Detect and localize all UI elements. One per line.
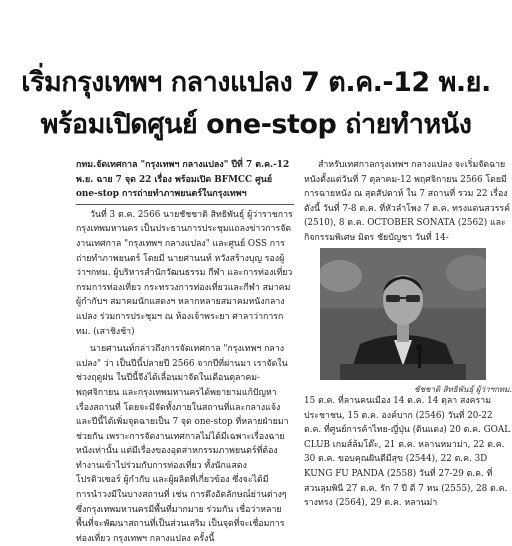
article-paragraph-2: นายศานนท์กล่าวถึงการจัดเทศกาล "กรุงเทพฯ กลางแปลง" ว่า เป็นปีนี้ปลายปี 2566 จากปีที่ผ่านมา เราจัดในช่วงฤดูฝน ในปีนี้จึงได้เลื่อนมาจัดในเดือนตุลาคม-พฤศจิกายน และกรุงเทพมหานครได้พยายามแก้ปัญหาเรื่องสถานที่ โดยจะมีจัดทั้งภายในสถานที่และกลางแจ้ง และปีนี้ได้เพิ่มจุดฉายเป็น 7 จุด one-stop ที่หลายฝ่ายมาช่วยกัน เพราะการจัดงานเทศกาลไม่ได้มีเฉพาะเรื่องฉายหนังเท่านั้น แต่มีเรื่องของอุตสาหกรรมภาพยนตร์ที่ต้องทำงานเข้าไปร่วมกับการท่องเที่ยว ทั้งนักแสดง โปรดิวเซอร์ ผู้กำกับ และผู้ผลิตที่เกี่ยวข้อง ซึ่งจะได้มีการนำวงมีในบางสถานที่ เช่น การดึงอัตลักษณ์ย่านต่างๆ ซึ่งกรุงเทพมหานครมีพื้นที่มากมาย ร่วมกัน เชื่อว่าหลายพื้นที่จะพัฒนาสถานที่เป็นส่วนเสริม เป็นจุดที่จะเชื่อมการท่องเที่ยว กรุงเทพฯ กลางแปลง ครั้งนี้ [76,344,289,544]
article-left-column [76,158,294,546]
headline-line-2: พร้อมเปิดศูนย์ one-stop ถ่ายทำหนัง [40,109,472,140]
article-right-column [304,158,512,246]
headline-line-1: เริ่มกรุงเทพฯ กลางแปลง 7 ต.ค.-12 พ.ย. [21,67,491,98]
lede-divider [76,204,294,205]
article-lede: กทม.จัดเทศกาล "กรุงเทพฯ กลางแปลง" ปีที่ 7 ต.ค.-12 พ.ย. ฉาย 7 จุด 22 เรื่อง พร้อมเปิด BFMCC ศูนย์ one-stop การถ่ายทำภาพยนตร์ในกรุงเทพฯ [76,160,290,200]
photo-caption: ชัชชาติ สิทธิพันธุ์ ผู้ว่าฯกทม. [414,385,512,394]
photo-chadchart [320,248,486,380]
article-right-column-continued [304,394,512,511]
article-paragraph-3: สำหรับเทศกาลกรุงเทพฯ กลางแปลง จะเริ่มจัดฉายหนังตั้งแต่วันที่ 7 ตุลาคม-12 พฤศจิกายน 2566 โดยมีการฉายหนัง ณ สุดสัปดาห์ ใน 7 สถานที่ รวม 22 เรื่อง ดังนี้ วันที่ 7-8 ต.ค. ที่หัวลำโพง 7 ต.ค. ทรงแดนสวรรค์ (2510), 8 ต.ค. OCTOBER SONATA (2562) และกิจกรรมพิเศษ มิตร ชัยบัญชา วันที่ 14- [304,160,511,243]
article-paragraph-1: วันที่ 3 ต.ค. 2566 นายชัชชาติ สิทธิพันธุ์ ผู้ว่าราชการกรุงเทพมหานคร เป็นประธานการประชุมแถลงข่าวการจัดงานเทศกาล "กรุงเทพฯ กลางแปลง" และศูนย์ OSS การถ่ายทำภาพยนตร์ โดยมี นายศานนท์ หวังสร้างบุญ รองผู้ว่าฯกทม. ผู้บริหารสำนักวัฒนธรรม กีฬา และการท่องเที่ยว กรมการท่องเที่ยว กระทรวงการท่องเที่ยวและกีฬา สมาคมผู้กำกับฯ สมาคมนักแสดงฯ หลากหลายสมาคมหนังกลางแปลง ร่วมการประชุมฯ ณ ห้องเจ้าพระยา ศาลาว่าการกทม. (เสาชิงช้า) [76,209,293,337]
article-paragraph-4: 15 ต.ค. ที่ลานคนเมือง 14 ต.ค. 14 ตุลา สงครามประชาชน, 15 ต.ค. องค์บาก (2546) วันที่ 20-22 ต.ค. ที่ศูนย์การค้าไทย-ญี่ปุ่น (ดินแดง) 20 ต.ค. GOAL CLUB เกมส์ล้มโต๊ะ, 21 ต.ค. หลานหมาม่า, 22 ต.ค. 30 ต.ค. ขอบคุณฝันดีมีสุข (2544), 22 ต.ค. 3D KUNG FU PANDA (2558) วันที่ 27-29 ต.ค. ที่สวนลุมพินี 27 ต.ค. รัก 7 ปี ดี 7 หน (2555), 28 ต.ค. รางทรง (2564), 29 ต.ค. หลานม่า [304,396,511,509]
